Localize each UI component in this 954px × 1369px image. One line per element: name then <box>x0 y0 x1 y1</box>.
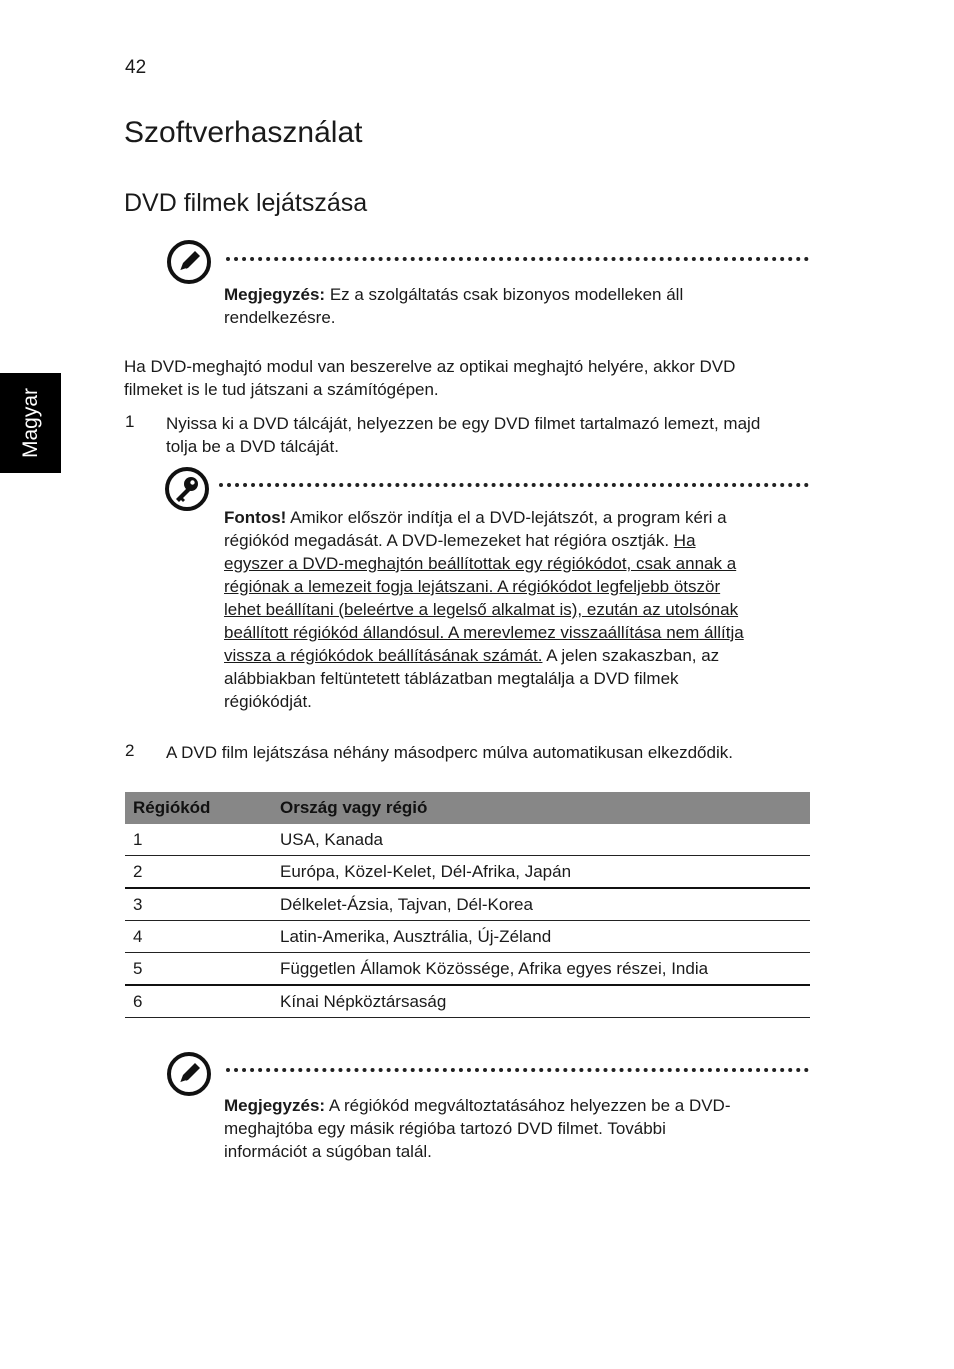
table-cell: Európa, Közel-Kelet, Dél-Afrika, Japán <box>272 856 810 889</box>
important-underlined: vissza a régiókódok beállításának számát. <box>224 646 543 665</box>
important-line: régiókód megadását. A DVD-lemezeket hat régióra osztják. <box>224 531 674 550</box>
note-label: Megjegyzés: <box>224 285 326 304</box>
note-line: A régiókód megváltoztatásához helyezzen be a DVD- <box>325 1096 731 1115</box>
table-row <box>125 856 810 889</box>
table-row <box>125 921 810 953</box>
section-title: DVD filmek lejátszása <box>124 189 368 217</box>
step-number: 1 <box>125 412 135 431</box>
table-cell: 2 <box>125 856 272 889</box>
step-number: 2 <box>125 741 135 760</box>
table-row <box>125 985 810 1018</box>
step-line: tolja be a DVD tálcáját. <box>166 437 339 456</box>
intro-line: Ha DVD-meghajtó modul van beszerelve az optikai meghajtó helyére, akkor DVD <box>124 357 736 376</box>
table-row <box>125 953 810 986</box>
table-header-row <box>125 792 810 824</box>
important-divider <box>219 483 809 487</box>
step-text: A DVD film lejátszása néhány másodperc múlva automatikusan elkezdődik. <box>166 743 733 762</box>
note-line: információt a súgóban talál. <box>224 1142 432 1161</box>
table-row <box>125 824 810 856</box>
important-underlined: régiónak a lemezeit fogja lejátszani. A régiókódot legfeljebb ötször <box>224 577 721 596</box>
important-line: A jelen szakaszban, az <box>542 646 720 665</box>
chapter-title: Szoftverhasználat <box>124 116 363 149</box>
step-line: Nyissa ki a DVD tálcáját, helyezzen be egy DVD filmet tartalmazó lemezt, majd <box>166 414 761 433</box>
important-underlined: beállított régiókód állandósul. A merevlemez visszaállítása nem állítja <box>224 623 744 642</box>
important-underlined: egyszer a DVD-meghajtón beállítottak egy régiókódot, csak annak a <box>224 554 737 573</box>
table-cell: 5 <box>125 953 272 986</box>
table-header: Ország vagy régió <box>272 792 810 824</box>
note-text <box>224 283 784 329</box>
note-body: Ez a szolgáltatás csak bizonyos modelleken áll rendelkezésre. <box>224 285 684 327</box>
important-underlined: lehet beállítani (beleértve a legelső alkalmat is), ezután az utolsónak <box>224 600 739 619</box>
important-text <box>224 506 804 713</box>
table-header: Régiókód <box>125 792 272 824</box>
important-line: régiókódját. <box>224 692 312 711</box>
table-cell: 3 <box>125 888 272 921</box>
table-cell: USA, Kanada <box>272 824 810 856</box>
intro-line: filmeket is le tud játszani a számítógépen. <box>124 380 439 399</box>
intro-paragraph <box>124 355 735 401</box>
note-pen-icon <box>166 1051 212 1097</box>
table-cell: 1 <box>125 824 272 856</box>
table-cell: Független Államok Közössége, Afrika egyes részei, India <box>272 953 810 986</box>
important-underlined: Ha <box>673 531 696 550</box>
note-line: meghajtóba egy másik régióba tartozó DVD filmet. További <box>224 1119 666 1138</box>
important-label: Fontos! <box>224 508 287 527</box>
important-line: alábbiakban feltüntetett táblázatban megtalálja a DVD filmek <box>224 669 679 688</box>
note-pen-icon <box>166 239 212 285</box>
table-cell: 4 <box>125 921 272 953</box>
note-divider <box>226 257 809 261</box>
region-code-table <box>125 792 810 1018</box>
table-cell: 6 <box>125 985 272 1018</box>
table-cell: Kínai Népköztársaság <box>272 985 810 1018</box>
important-line: Amikor először indítja el a DVD-lejátszót, a program kéri a <box>286 508 727 527</box>
step-text <box>166 412 760 458</box>
table-row <box>125 888 810 921</box>
note-text <box>224 1094 794 1163</box>
language-side-tab <box>0 373 61 473</box>
note-label: Megjegyzés: <box>224 1096 326 1115</box>
side-tab-label: Magyar <box>18 387 42 459</box>
page-number: 42 <box>125 57 147 78</box>
table-cell: Délkelet-Ázsia, Tajvan, Dél-Korea <box>272 888 810 921</box>
key-icon <box>164 466 210 512</box>
table-cell: Latin-Amerika, Ausztrália, Új-Zéland <box>272 921 810 953</box>
note-divider <box>226 1068 809 1072</box>
